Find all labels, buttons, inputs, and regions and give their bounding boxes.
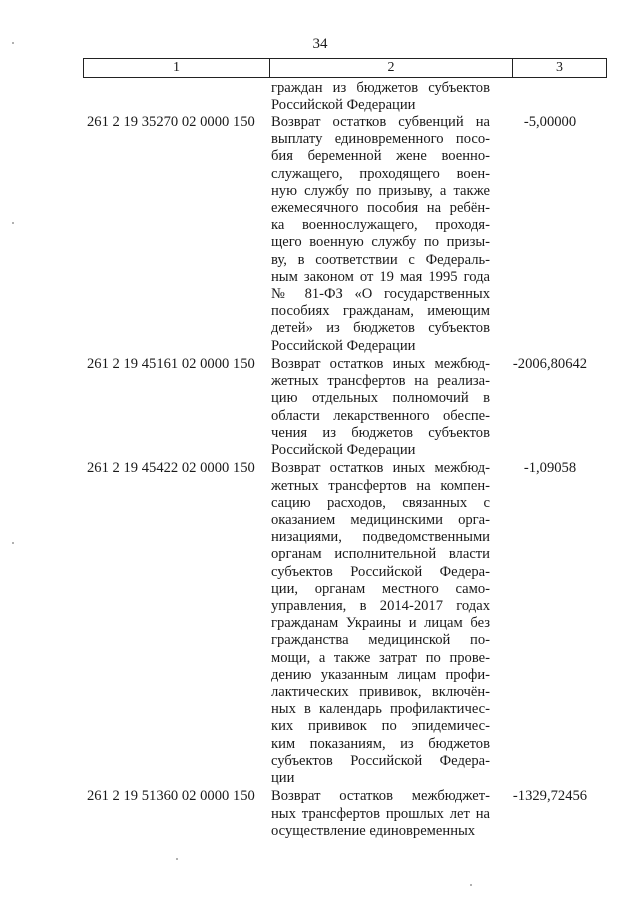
description-line: ким показаниям, из бюджетов [271,735,490,752]
description-line: ка военнослужащего, проходя- [271,217,490,234]
description-line: Возврат остатков субвенций на [271,114,490,130]
row-amount: -5,00000 [523,114,577,130]
description-line: жетных трансфертов на компен- [271,477,490,494]
row-description [271,460,490,787]
description-line: субъектов Российской Федера- [271,563,490,580]
description-line: Возврат остатков межбюджет- [271,788,490,805]
description-line: щего военную службу по призы- [271,234,490,251]
row-description [271,356,490,459]
description-line: субъектов Российской Федера- [271,752,490,769]
description-line: ных трансфертов прошлых лет на [271,805,490,822]
scan-speck [176,858,178,860]
description-line: гражданства медицинской по- [271,632,490,649]
description-line: ную службу по призыву, а также [271,182,490,199]
description-line: Возврат остатков иных межбюд- [271,356,490,372]
description-line: Российской Федерации [271,337,416,354]
column-header-2: 2 [270,59,513,77]
description-line: мощи, а также затрат по прове- [271,649,490,666]
description-line: ких прививок по эпидемичес- [271,718,490,735]
description-line: органам исполнительной власти [271,546,490,563]
row-code: 261 2 19 35270 02 0000 150 [87,114,255,130]
description-line: бия беременной жене военно- [271,148,490,165]
description-line: чения из бюджетов субъектов [271,424,490,441]
description-line: Российской Федерации [271,97,416,114]
description-line: ву, в соответствии с Федераль- [271,251,490,268]
table-header [83,58,607,78]
description-line: осуществление единовременных [271,822,476,839]
description-line: цию отдельных полномочий в [271,390,490,407]
description-line: низациями, подведомственными [271,529,490,546]
column-header-3: 3 [556,60,563,75]
scan-speck [12,222,14,224]
description-line: ции, органам местного само- [271,580,490,597]
description-line: лактических прививок, включён- [271,684,490,701]
row-code: 261 2 19 45161 02 0000 150 [87,356,255,372]
description-line: ежемесячного пособия на ребён- [271,200,490,217]
description-line: дению указанным лицам профи- [271,666,490,683]
description-line: Возврат остатков иных межбюд- [271,460,490,477]
description-line: служащего, проходящего воен- [271,165,490,182]
column-header-1: 1 [84,59,270,77]
row-description [271,114,490,355]
description-line: выплату единовременного посо- [271,131,490,148]
description-line: ных в календарь профилактичес- [271,701,490,718]
scan-speck [470,884,472,886]
description-line: пособиях гражданам, имеющим [271,303,490,320]
row-code: 261 2 19 51360 02 0000 150 [87,788,255,805]
row-description [271,788,490,840]
description-line: оказанием медицинскими орга- [271,512,490,528]
row-amount: -1,09058 [523,460,577,477]
description-line: сацию расходов, связанных с [271,494,490,511]
row-code: 261 2 19 45422 02 0000 150 [87,460,255,477]
scan-speck [12,542,14,544]
scan-speck [12,42,14,44]
description-line: Российской Федерации [271,442,416,459]
description-line: граждан из бюджетов субъектов [271,80,490,96]
description-line: ным законом от 19 мая 1995 года [271,268,490,285]
row-amount: -1329,72456 [512,788,588,805]
description-line: детей» из бюджетов субъектов [271,320,490,337]
row-amount: -2006,80642 [512,356,588,372]
description-line: жетных трансфертов на реализа- [271,373,490,390]
page-number: 34 [312,36,328,52]
description-line: № 81-ФЗ «О государственных [271,286,490,303]
description-line: ции [271,770,295,787]
description-line: области лекарственного обеспе- [271,407,490,424]
description-line: гражданам Украины и лицам без [271,615,490,632]
description-line: управления, в 2014-2017 годах [271,598,490,615]
continued-description [271,80,490,114]
